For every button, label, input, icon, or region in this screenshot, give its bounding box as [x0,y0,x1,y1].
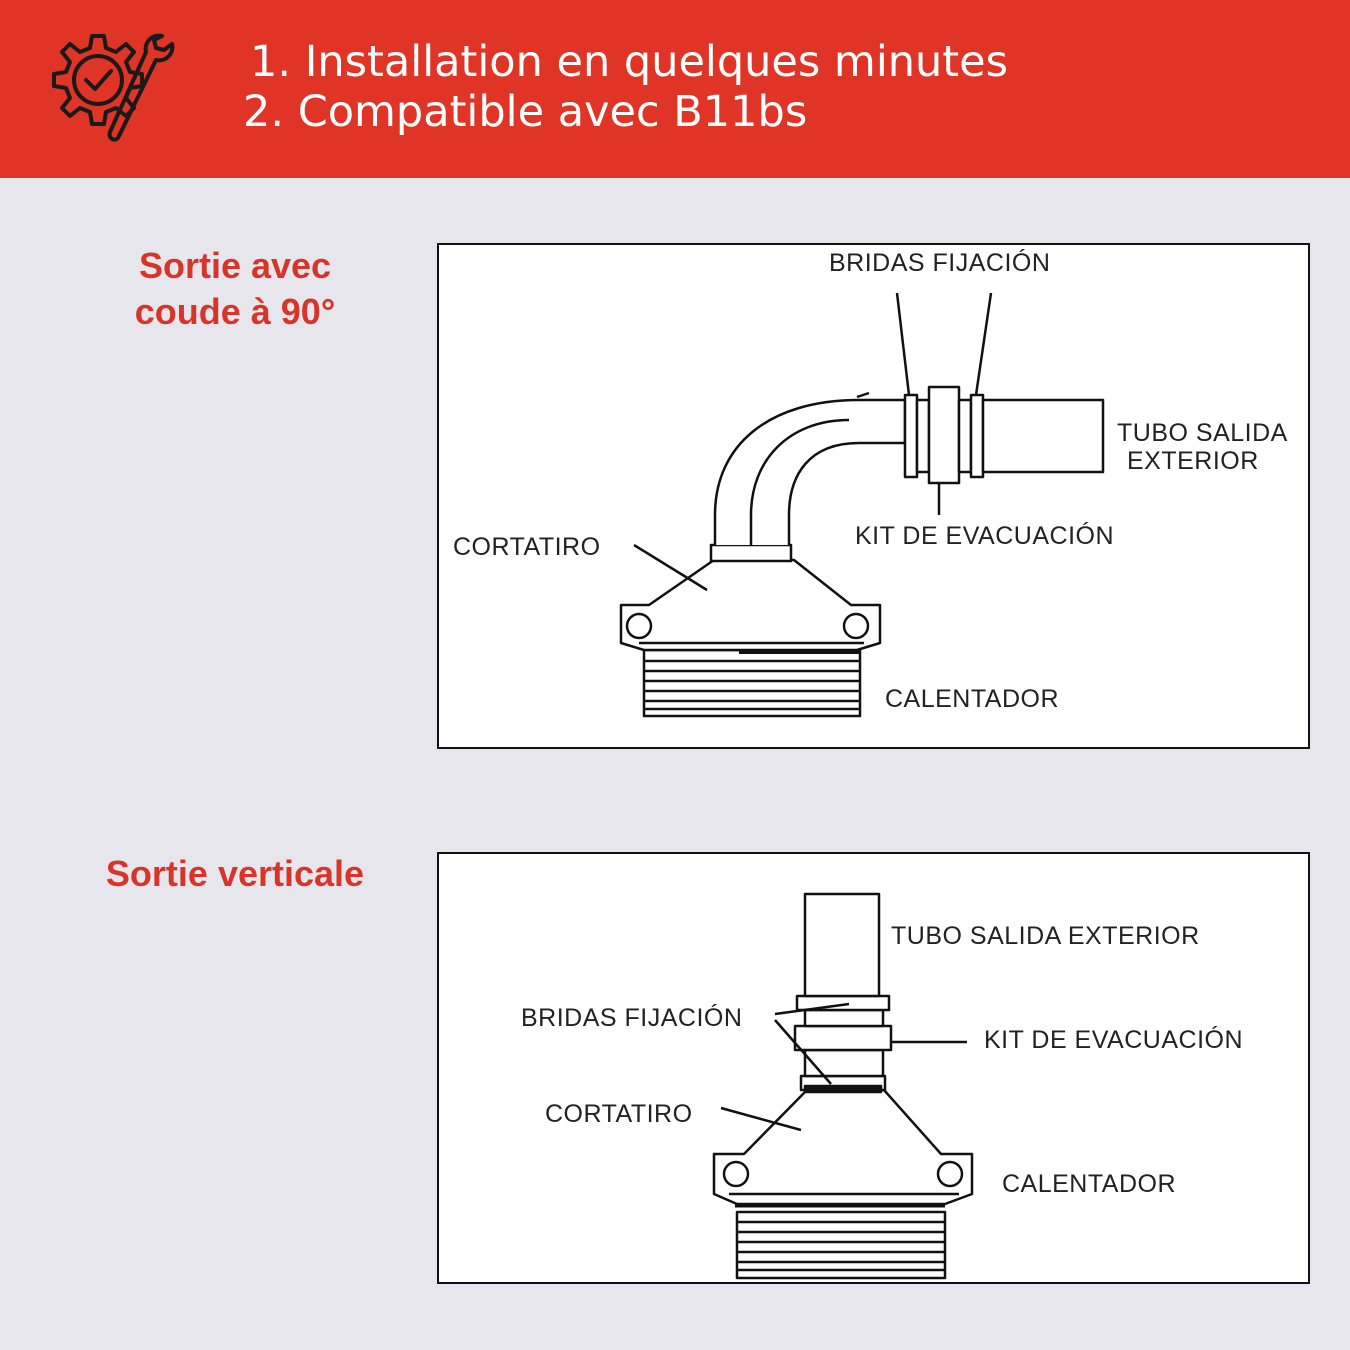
label-tubo: TUBO SALIDA EXTERIOR [891,922,1200,950]
section-title-elbow [90,243,380,335]
evacuation-kit [905,387,983,483]
label-calentador: CALENTADOR [885,685,1060,713]
header-banner [0,0,1350,178]
section-title-line: Sortie verticale [105,853,365,894]
heater-body [644,650,860,716]
feature-item-2 [243,87,807,137]
elbow-exit-diagram [437,243,1310,749]
draft-hood [714,1090,972,1206]
feature-item-1 [250,37,1008,87]
feature-text: Compatible avec B11bs [297,87,808,137]
section-title-line: Sortie avec [138,245,332,286]
heater-body [737,1212,945,1278]
label-tubo: EXTERIOR [1127,447,1259,475]
feature-number: 1. [250,37,292,87]
draft-hood [621,560,880,652]
section-title-line: coude à 90° [134,291,336,332]
label-bridas: BRIDAS FIJACIÓN [829,249,1051,277]
label-kit: KIT DE EVACUACIÓN [984,1026,1244,1054]
feature-number: 2. [243,87,285,137]
label-tubo: TUBO SALIDA [1117,419,1288,447]
exterior-tube [983,400,1103,472]
evacuation-kit [795,996,891,1076]
exterior-tube [805,894,879,996]
label-cortatiro: CORTATIRO [545,1100,693,1128]
label-calentador: CALENTADOR [1002,1170,1177,1198]
label-cortatiro: CORTATIRO [453,533,601,561]
gear-check-wrench-icon [44,28,184,150]
label-bridas: BRIDAS FIJACIÓN [521,1004,743,1032]
vertical-exit-diagram [437,852,1310,1284]
label-kit: KIT DE EVACUACIÓN [855,522,1115,550]
feature-text: Installation en quelques minutes [304,37,1008,87]
section-title-vertical [90,851,380,897]
